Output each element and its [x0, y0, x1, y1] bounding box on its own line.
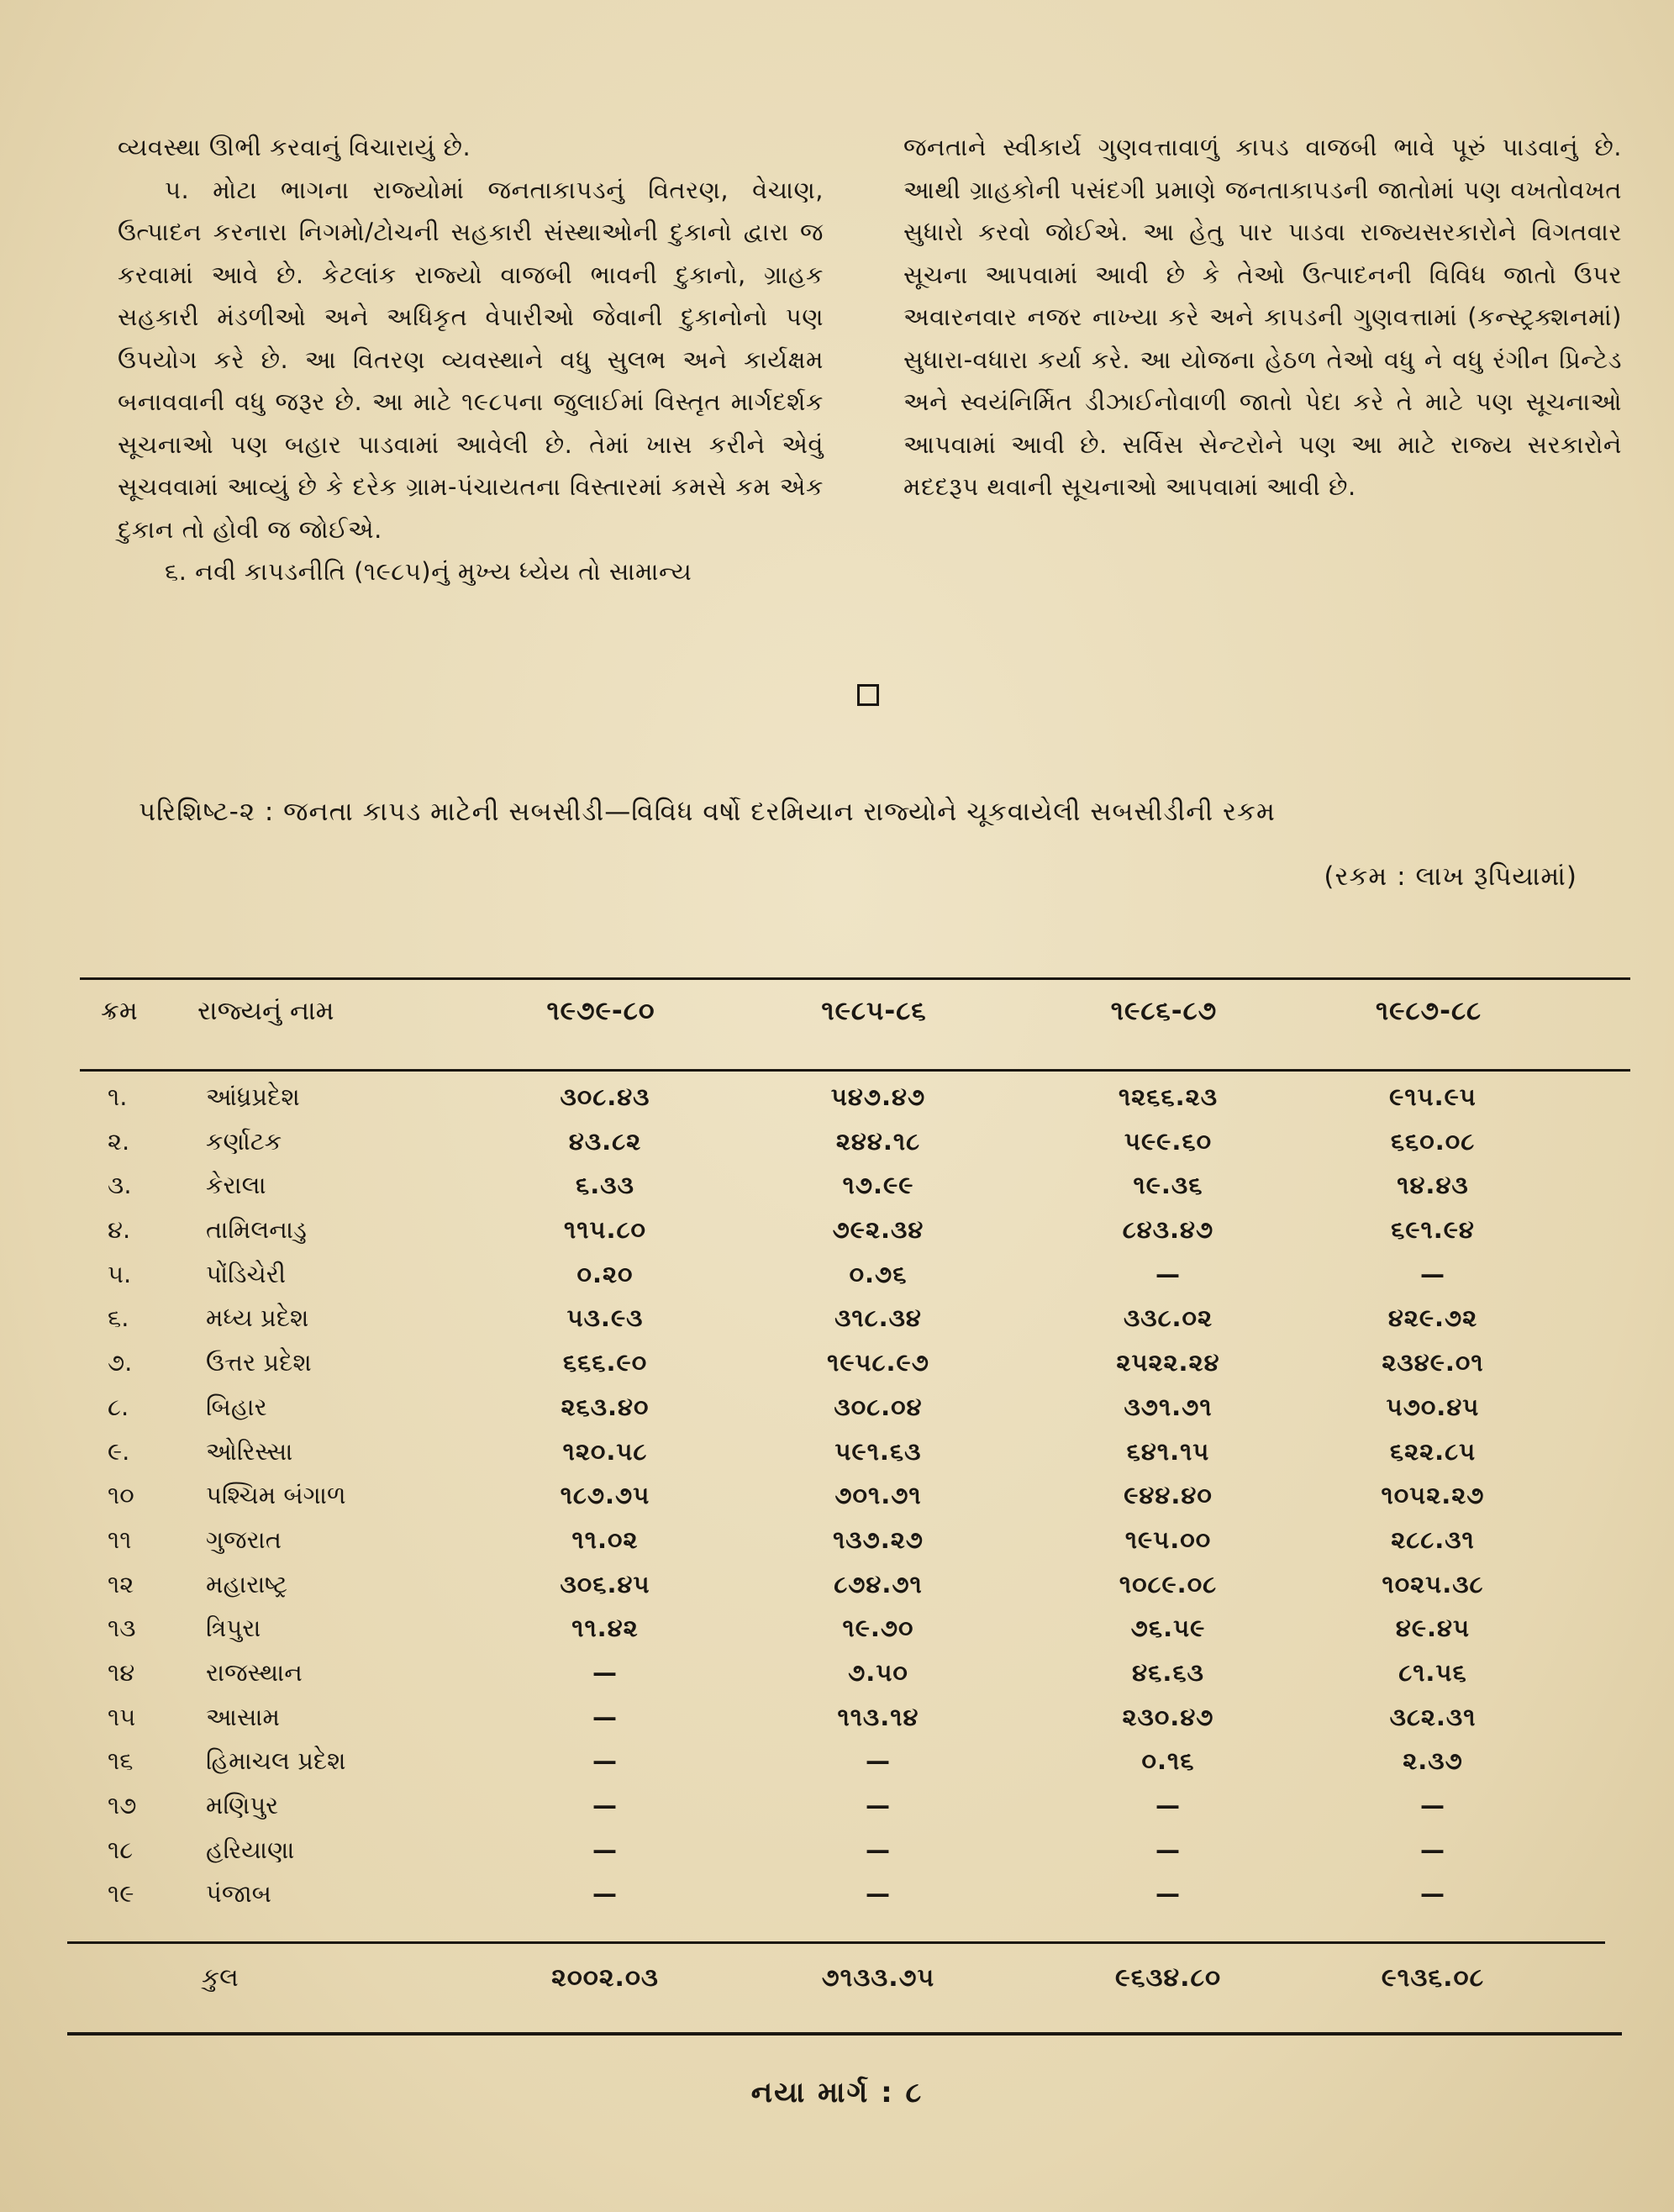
total-value: ૭૧૩૩.૭૫ [821, 1963, 935, 1993]
row-value: ૧૦૨૫.૩૮ [1382, 1569, 1484, 1598]
row-value: ૬૯૧.૯૪ [1391, 1215, 1475, 1245]
row-serial: ૭. [108, 1348, 133, 1377]
row-state-name: મહારાષ્ટ્ર [206, 1569, 288, 1598]
row-value: ૯૪૪.૪૦ [1124, 1481, 1213, 1510]
table-row [0, 1171, 1674, 1215]
header-year: ૧૯૮૭-૮૮ [1375, 996, 1482, 1026]
row-serial: ૪. [108, 1215, 131, 1245]
row-value: ૫૪૭.૪૭ [830, 1082, 926, 1111]
row-value: ૦.૭૬ [849, 1259, 908, 1288]
row-value: ૨૬૩.૪૦ [561, 1392, 650, 1421]
row-serial: ૯. [108, 1436, 130, 1466]
row-value: ૨૮૮.૩૧ [1391, 1525, 1475, 1554]
row-value: ૧૨૬૬.૨૩ [1118, 1082, 1219, 1111]
table-row [0, 1481, 1674, 1525]
table-row [0, 1127, 1674, 1172]
row-serial: ૧. [108, 1082, 128, 1111]
header-year: ૧૯૭૯-૮૦ [546, 996, 655, 1026]
row-value: ૭૬.૫૯ [1130, 1614, 1206, 1643]
table-row [0, 1658, 1674, 1703]
row-value: ૨૩૪૯.૦૧ [1382, 1348, 1484, 1377]
row-serial: ૧૦ [108, 1481, 134, 1510]
row-value: — [1155, 1879, 1181, 1909]
total-label: કુલ [202, 1963, 239, 1993]
row-value: ૬૬૬.૯૦ [562, 1348, 648, 1377]
row-state-name: કર્ણાટક [206, 1126, 282, 1156]
row-value: — [592, 1657, 618, 1687]
row-value: ૧૯૫૮.૯૭ [827, 1348, 929, 1377]
table-row [0, 1570, 1674, 1614]
row-serial: ૧૮ [108, 1835, 134, 1864]
header-state-name: રાજ્યનું નામ [197, 996, 334, 1026]
total-value: ૯૬૩૪.૮૦ [1114, 1963, 1222, 1993]
total-value: ૯૧૩૬.૦૮ [1381, 1963, 1485, 1993]
row-state-name: હિમાચલ પ્રદેશ [206, 1746, 346, 1776]
row-value: ૩૧૮.૩૪ [834, 1304, 922, 1333]
row-state-name: આંધ્રપ્રદેશ [206, 1082, 300, 1111]
row-value: ૭૦૧.૭૧ [834, 1481, 922, 1510]
row-state-name: ગુજરાત [206, 1525, 282, 1554]
row-value: — [866, 1791, 891, 1820]
row-serial: ૧૪ [108, 1657, 135, 1687]
row-serial: ૫. [108, 1259, 132, 1288]
row-value: ૫૩.૯૩ [566, 1304, 644, 1333]
header-year: ૧૯૮૫-૮૬ [821, 996, 927, 1026]
row-value: ૩૮૨.૩૧ [1389, 1702, 1477, 1731]
row-value: ૩૦૬.૪૫ [560, 1569, 650, 1598]
total-value: ૨૦૦૨.૦૩ [551, 1963, 659, 1993]
row-value: — [1420, 1879, 1445, 1909]
row-value: ૨૪૪.૧૮ [835, 1126, 921, 1156]
table-row [0, 1082, 1674, 1127]
table-row [0, 1437, 1674, 1482]
row-value: — [592, 1791, 618, 1820]
row-value: — [1155, 1835, 1181, 1864]
table-row [0, 1791, 1674, 1835]
left-text-column [118, 126, 824, 593]
row-serial: ૧૭ [108, 1791, 137, 1820]
paragraph: જનતાને સ્વીકાર્ય ગુણવત્તાવાળું કાપડ વાજબી ભાવે પૂરું પાડવાનું છે. આથી ગ્રાહકોની પસંદગી પ્રમાણે જનતાકાપડની જાતોમાં પણ વખતોવખત સુધારો કરવો જોઈએ. આ હેતુ પાર પાડવા રાજ્યસરકારોને વિગતવાર સૂચના આપવામાં આવી છે કે તેઓ ઉત્પાદનની વિવિધ જાતો ઉપર અવારનવાર નજર નાખ્યા કરે અને કાપડની ગુણવત્તામાં (કન્સ્ટ્રક્શનમાં) સુધારા-વધારા કર્યા કરે. આ યોજના હેઠળ તેઓ વધુ ને વધુ રંગીન પ્રિન્ટેડ અને સ્વયંનિર્મિત ડીઝાઈનોવાળી જાતો પેદા કરે તે માટે પણ સૂચનાઓ આપવામાં આવી છે. સર્વિસ સેન્ટરોને પણ આ માટે રાજ્ય સરકારોને મદદરૂપ થવાની સૂચનાઓ આપવામાં આવી છે. [903, 133, 1622, 501]
row-state-name: પંજાબ [206, 1879, 271, 1909]
row-value: ૧૦૮૯.૦૮ [1119, 1569, 1218, 1598]
row-value: ૯૧૫.૯૫ [1389, 1082, 1477, 1111]
row-value: ૩૭૧.૭૧ [1124, 1392, 1213, 1421]
row-state-name: ત્રિપુરા [206, 1614, 261, 1643]
row-serial: ૨. [108, 1126, 130, 1156]
row-state-name: મણિપુર [206, 1791, 279, 1820]
row-state-name: રાજસ્થાન [206, 1657, 303, 1687]
row-value: ૨૫૨૨.૨૪ [1116, 1348, 1220, 1377]
header-serial: ક્રમ [101, 996, 138, 1026]
row-value: — [1155, 1259, 1181, 1288]
page-footer: નયા માર્ગ : ૮ [750, 2076, 924, 2109]
row-state-name: ઉત્તર પ્રદેશ [206, 1348, 312, 1377]
row-value: ૪૬.૬૩ [1132, 1657, 1204, 1687]
row-value: ૭.૫૦ [848, 1657, 908, 1687]
right-text-column [903, 126, 1622, 508]
row-value: ૬૪૧.૧૫ [1126, 1436, 1210, 1466]
row-value: — [866, 1879, 891, 1909]
row-value: ૮૭૪.૭૧ [834, 1569, 923, 1598]
paragraph: ૬. નવી કાપડનીતિ (૧૯૮૫)નું મુખ્ય ધ્યેય તો સામાન્ય [165, 557, 692, 586]
row-value: ૬.૩૩ [576, 1171, 634, 1200]
row-value: ૦.૧૬ [1141, 1746, 1195, 1776]
row-serial: ૧૯ [108, 1879, 134, 1909]
row-value: — [592, 1835, 618, 1864]
table-row [0, 1215, 1674, 1260]
header-bottom-rule [80, 1069, 1630, 1072]
row-serial: ૧૫ [108, 1702, 136, 1731]
row-value: ૧૯.૭૦ [842, 1614, 914, 1643]
table-row [0, 1614, 1674, 1658]
table-row [0, 1879, 1674, 1924]
row-value: ૧૧૩.૧૪ [837, 1702, 919, 1731]
table-row [0, 1348, 1674, 1393]
row-value: — [1420, 1835, 1445, 1864]
row-serial: ૧૩ [108, 1614, 136, 1643]
row-value: ૩૩૮.૦૨ [1123, 1304, 1213, 1333]
row-state-name: બિહાર [206, 1392, 267, 1421]
row-value: ૬૨૨.૮૫ [1389, 1436, 1477, 1466]
row-state-name: કેરાલા [206, 1171, 266, 1200]
row-value: ૧૭.૯૯ [842, 1171, 914, 1200]
row-value: ૭૯૨.૩૪ [832, 1215, 924, 1245]
row-value: — [592, 1702, 618, 1731]
row-value: — [866, 1746, 891, 1776]
row-serial: ૧૨ [108, 1569, 134, 1598]
total-top-rule [67, 1941, 1605, 1944]
table-title: પરિશિષ્ટ-૨ : જનતા કાપડ માટેની સબસીડી—વિવિધ વર્ષો દરમિયાન રાજ્યોને ચૂકવાયેલી સબસીડીની રકમ [139, 797, 1276, 827]
row-state-name: પોંડિચેરી [206, 1259, 287, 1288]
row-value: — [592, 1746, 618, 1776]
row-serial: ૩. [108, 1171, 132, 1200]
table-row [0, 1393, 1674, 1437]
row-state-name: ઓરિસ્સા [206, 1436, 293, 1466]
row-value: ૧૦૫૨.૨૭ [1381, 1481, 1485, 1510]
row-state-name: પશ્ચિમ બંગાળ [206, 1481, 346, 1510]
table-unit-note: (રકમ : લાખ રૂપિયામાં) [1324, 861, 1577, 892]
row-value: ૪૩.૮૨ [568, 1126, 642, 1156]
table-row [0, 1260, 1674, 1304]
row-serial: ૧૬ [108, 1746, 134, 1776]
table-bottom-rule [67, 2032, 1622, 2036]
table-row [0, 1746, 1674, 1791]
row-value: ૧૨૦.૫૮ [562, 1436, 648, 1466]
section-end-square-icon [857, 684, 879, 706]
row-value: ૬૬૦.૦૮ [1390, 1126, 1476, 1156]
row-state-name: આસામ [206, 1702, 280, 1731]
table-row [0, 1304, 1674, 1348]
row-value: ૪૨૯.૭૨ [1387, 1304, 1478, 1333]
row-value: ૩૦૮.૦૪ [834, 1392, 923, 1421]
row-value: ૧૪.૪૩ [1397, 1171, 1469, 1200]
row-state-name: મધ્ય પ્રદેશ [206, 1304, 309, 1333]
row-serial: ૧૧ [108, 1525, 132, 1554]
row-value: — [866, 1835, 891, 1864]
row-value: ૧૧૫.૮૦ [564, 1215, 646, 1245]
paragraph: ૫. મોટા ભાગના રાજ્યોમાં જનતાકાપડનું વિતરણ, વેચાણ, ઉત્પાદન કરનારા નિગમો/ટોચની સહકારી સંસ્થાઓની દુકાનો દ્વારા જ કરવામાં આવે છે. કેટલાંક રાજ્યો વાજબી ભાવની દુકાનો, ગ્રાહક સહકારી મંડળીઓ અને અધિકૃત વેપારીઓ જેવાની દુકાનોનો પણ ઉપયોગ કરે છે. આ વિતરણ વ્યવસ્થાને વધુ સુલભ અને કાર્યક્ષમ બનાવવાની વધુ જરૂર છે. આ માટે ૧૯૮૫ના જુલાઈમાં વિસ્તૃત માર્ગદર્શક સૂચનાઓ પણ બહાર પાડવામાં આવેલી છે. તેમાં ખાસ કરીને એવું સૂચવવામાં આવ્યું છે કે દરેક ગ્રામ-પંચાયતના વિસ્તારમાં કમસે કમ એક દુકાન તો હોવી જ જોઈએ. [118, 175, 824, 544]
row-value: — [1420, 1791, 1445, 1820]
row-value: ૫૯૯.૬૦ [1124, 1126, 1213, 1156]
row-value: ૩૦૮.૪૩ [560, 1082, 650, 1111]
row-value: ૮૧.૫૬ [1398, 1657, 1467, 1687]
row-value: ૫૭૦.૪૫ [1386, 1392, 1480, 1421]
row-serial: ૮. [108, 1392, 129, 1421]
row-value: ૦.૨૦ [576, 1259, 634, 1288]
row-value: ૨.૩૭ [1403, 1746, 1463, 1776]
row-value: ૧૩૭.૨૭ [833, 1525, 924, 1554]
row-state-name: તામિલનાડુ [206, 1215, 307, 1245]
table-row [0, 1835, 1674, 1880]
row-value: ૧૧.૪૨ [571, 1614, 639, 1643]
row-value: — [592, 1879, 618, 1909]
row-value: ૨૩૦.૪૭ [1122, 1702, 1214, 1731]
row-value: ૧૯.૩૬ [1133, 1171, 1203, 1200]
row-value: ૧૧.૦૨ [571, 1525, 639, 1554]
row-state-name: હરિયાણા [206, 1835, 295, 1864]
table-body [0, 1082, 1674, 1924]
row-value: ૧૯૫.૦૦ [1124, 1525, 1212, 1554]
row-value: ૧૮૭.૭૫ [560, 1481, 650, 1510]
table-top-rule [80, 977, 1630, 980]
header-year: ૧૯૮૬-૮૭ [1110, 996, 1218, 1026]
row-serial: ૬. [108, 1304, 129, 1333]
table-row [0, 1703, 1674, 1747]
paragraph: વ્યવસ્થા ઊભી કરવાનું વિચારાયું છે. [118, 133, 471, 161]
table-row [0, 1525, 1674, 1570]
row-value: ૫૯૧.૬૩ [834, 1436, 922, 1466]
row-value: ૮૪૩.૪૭ [1122, 1215, 1214, 1245]
row-value: — [1155, 1791, 1181, 1820]
row-value: ૪૯.૪૫ [1395, 1614, 1471, 1643]
row-value: — [1420, 1259, 1445, 1288]
